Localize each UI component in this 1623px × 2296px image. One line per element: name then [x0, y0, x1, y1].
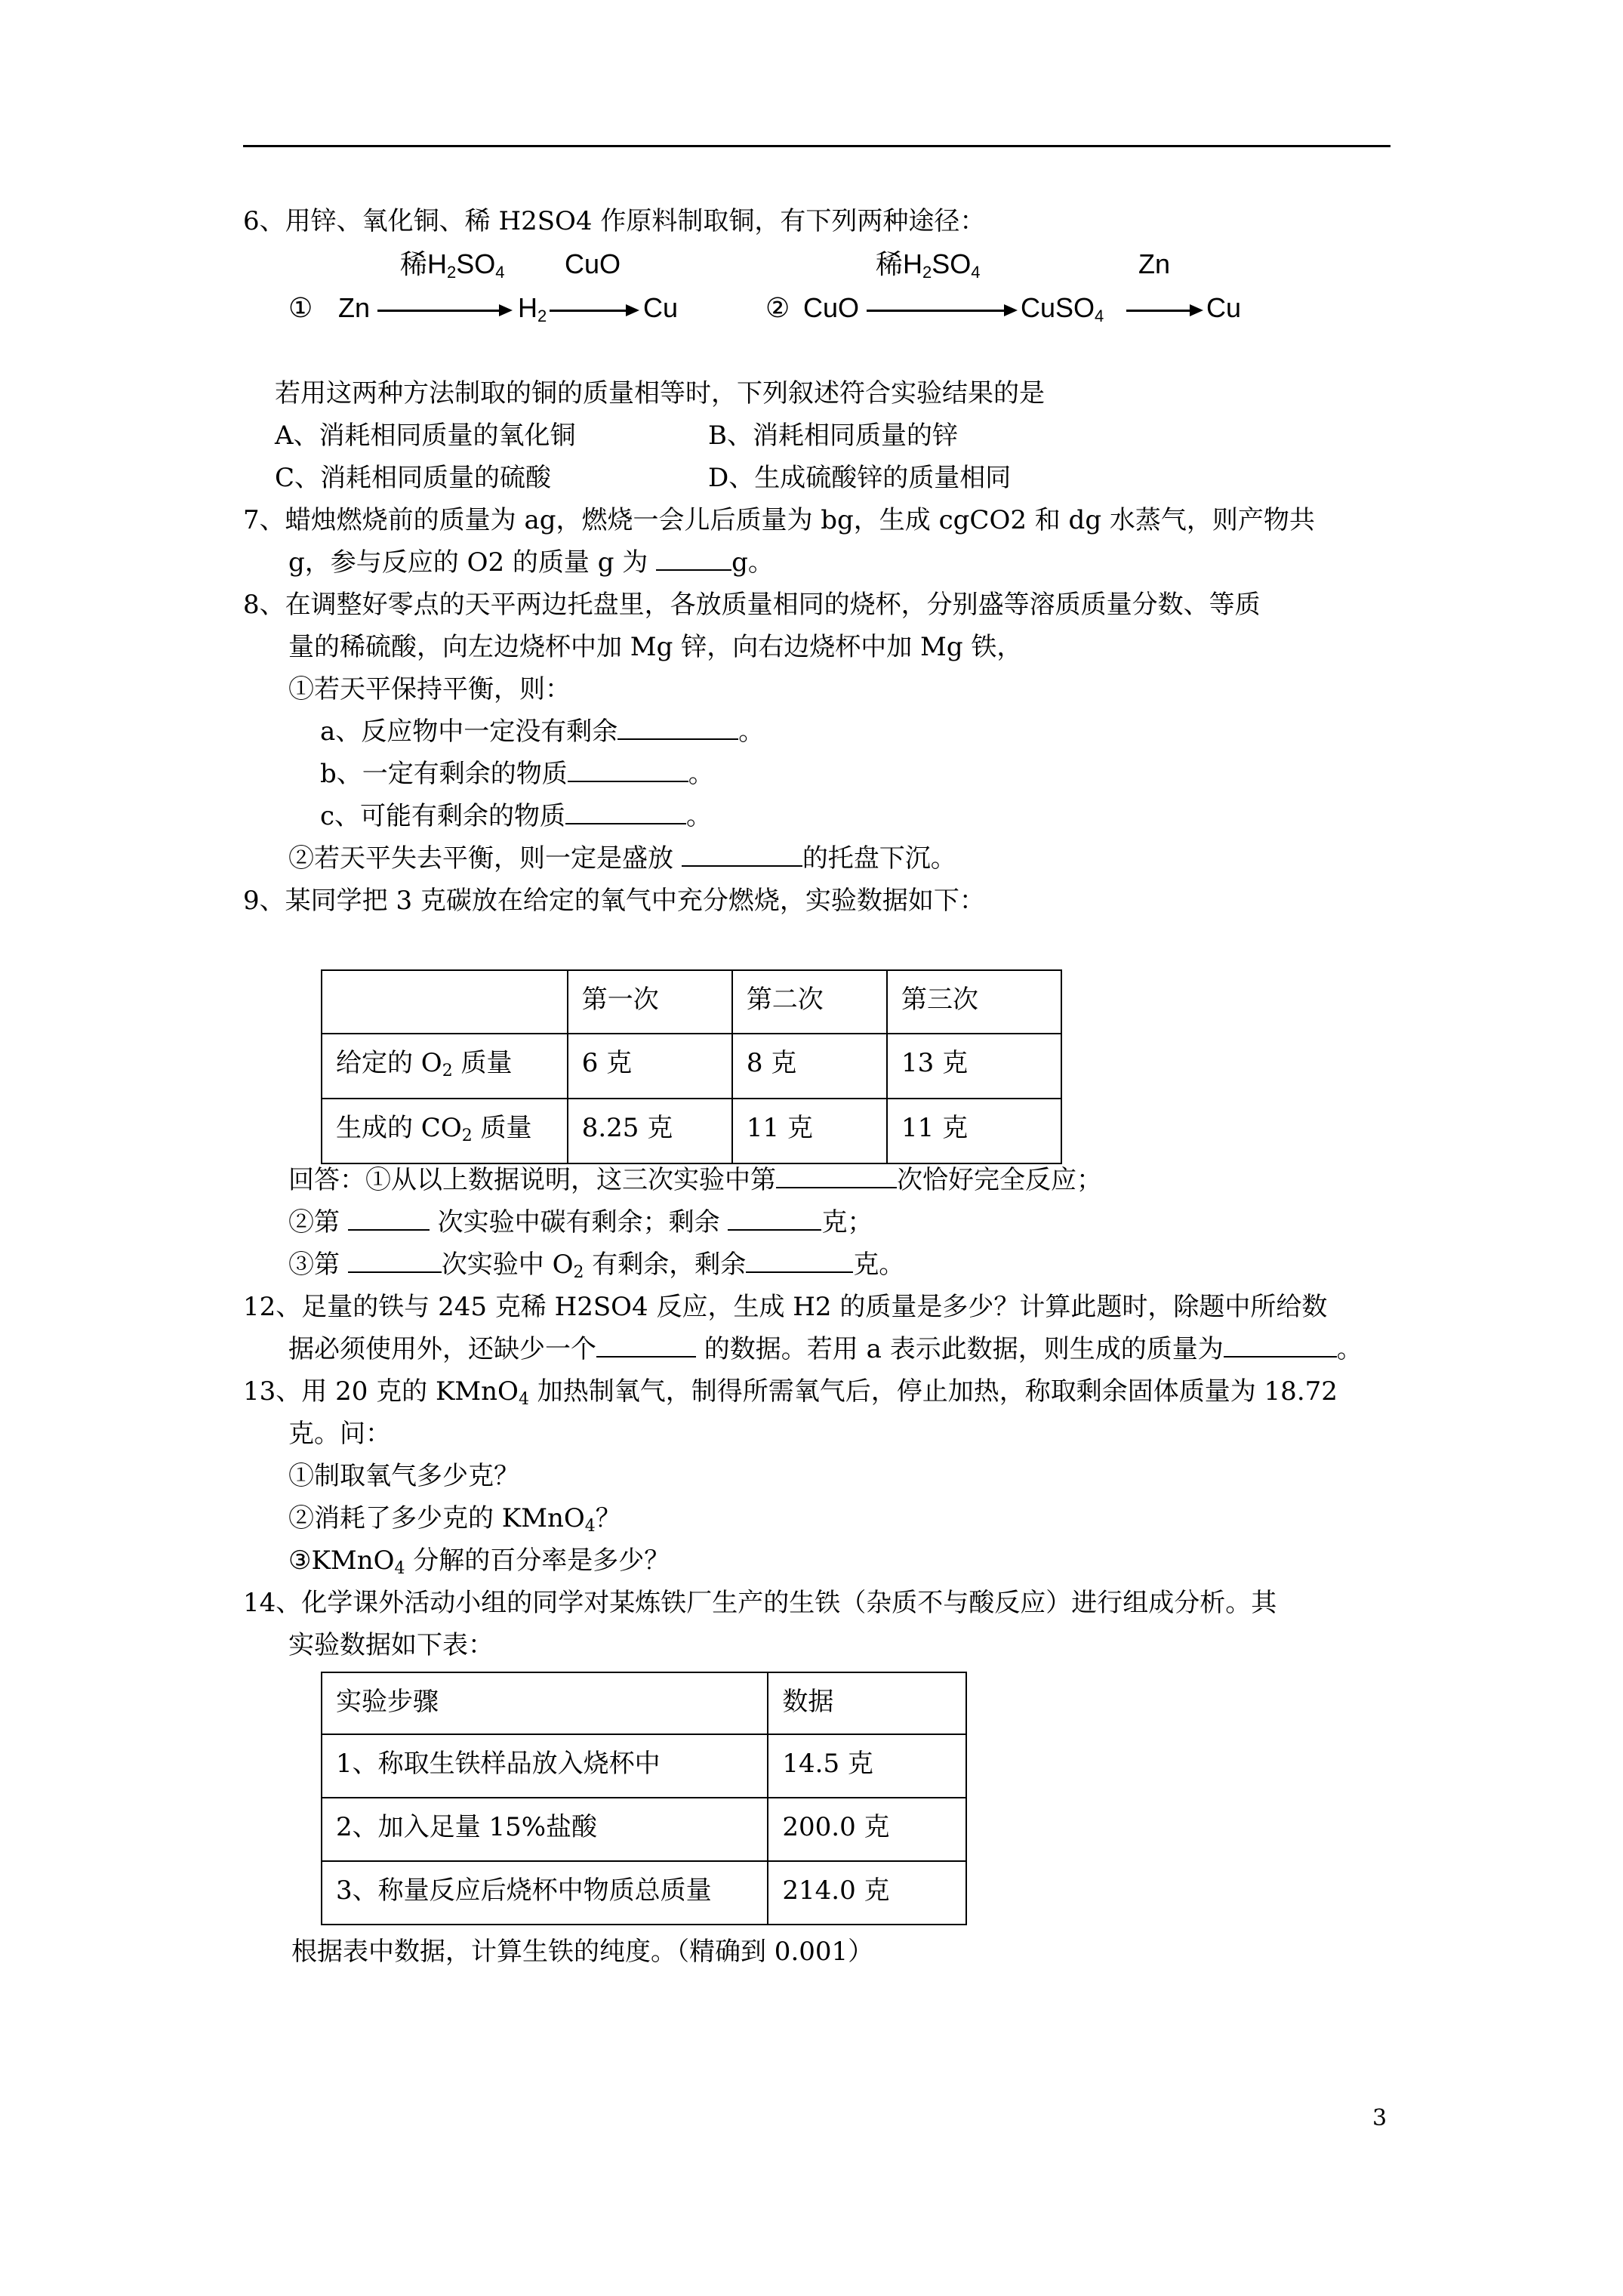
- q9-blank-3: [728, 1207, 821, 1231]
- q6-stem: 6、用锌、氧化铜、稀 H2SO4 作原料制取铜，有下列两种途径：: [243, 206, 986, 236]
- q8-item-c: c、可能有剩余的物质 。: [320, 801, 713, 831]
- q6-question: 若用这两种方法制取的铜的质量相等时，下列叙述符合实验结果的是: [275, 378, 1045, 408]
- route2-arrow-1: [867, 310, 1015, 312]
- q9-answer-2: ②第 次实验中碳有剩余；剩余 克；: [288, 1207, 873, 1237]
- q13-line1: 13、用 20 克的 KMnO$_4$ 加热制氧气，制得所需氧气后，停止加热，称取剩余固体质量为 18.72: [243, 1376, 1338, 1409]
- q7-line1: 7、蜡烛燃烧前的质量为 ag，燃烧一会儿后质量为 bg，生成 cgCO2 和 dg 水蒸气，则产物共: [243, 505, 1315, 535]
- q12-line2: 据必须使用外，还缺少一个 的数据。若用 a 表示此数据，则生成的质量为 。: [288, 1334, 1363, 1364]
- q8-item-a: a、反应物中一定没有剩余 。: [320, 717, 765, 747]
- q9-blank-4: [348, 1249, 442, 1273]
- route2-intermediate: CuSO$_4$: [1021, 292, 1104, 325]
- route1-arrow-1: [377, 310, 510, 312]
- table-cell: 3、称量反应后烧杯中物质总质量: [322, 1861, 768, 1925]
- q6-option-b: B、消耗相同质量的锌: [708, 421, 958, 451]
- table-cell: 8.25 克: [568, 1099, 732, 1163]
- table-cell: [322, 970, 568, 1034]
- q6-option-a: A、消耗相同质量的氧化铜: [275, 421, 576, 451]
- q8-line1: 8、在调整好零点的天平两边托盘里，各放质量相同的烧杯，分别盛等溶质质量分数、等质: [243, 590, 1261, 620]
- q9-blank-5: [746, 1249, 853, 1273]
- route2-reagent2: Zn: [1138, 248, 1171, 279]
- route1-start: Zn: [338, 292, 371, 323]
- route1-intermediate: $H_2$: [518, 292, 547, 325]
- table-cell: 11 克: [887, 1099, 1061, 1163]
- q13-sub-3: ③KMnO$_4$ 分解的百分率是多少？: [288, 1546, 670, 1578]
- q9-answer-1: 回答：①从以上数据说明，这三次实验中第 次恰好完全反应；: [288, 1165, 1102, 1195]
- table-header: 第二次: [732, 970, 887, 1034]
- q7-blank: [656, 547, 731, 571]
- table-header: 实验步骤: [322, 1672, 768, 1734]
- table-header: 第一次: [568, 970, 732, 1034]
- q8-line7: ②若天平失去平衡，则一定是盛放 的托盘下沉。: [288, 843, 956, 874]
- q7-line2: g，参与反应的 O2 的质量 g 为 g。: [288, 547, 774, 578]
- table-cell: 2、加入足量 15%盐酸: [322, 1798, 768, 1861]
- table-header: 第三次: [887, 970, 1061, 1034]
- q6-option-d: D、生成硫酸锌的质量相同: [708, 463, 1012, 493]
- page-number: 3: [1372, 2105, 1387, 2131]
- row-label: 给定的 $O_2$ 质量: [322, 1034, 568, 1099]
- table-cell: 13 克: [887, 1034, 1061, 1099]
- table-row: [322, 1034, 1061, 1099]
- table-row: [322, 1672, 966, 1734]
- route1-reagent2: CuO: [565, 248, 621, 279]
- route1-reagent1: 稀$H_2SO_4$: [400, 248, 505, 282]
- q12-blank-1: [596, 1333, 696, 1358]
- q14-table: [321, 1672, 967, 1925]
- q8-line3: ①若天平保持平衡，则：: [288, 674, 571, 704]
- q9-answer-3: ③第 次实验中 $O_2$ 有剩余，剩余 克。: [288, 1250, 905, 1282]
- route2-start: CuO: [803, 292, 860, 323]
- q8-item-b: b、一定有剩余的物质 。: [320, 759, 714, 789]
- q13-sub-2: ②消耗了多少克的 KMnO$_4$？: [288, 1503, 621, 1536]
- q9-blank-2: [348, 1207, 430, 1231]
- q9-table: [321, 969, 1062, 1164]
- q8-blank-b: [568, 758, 688, 782]
- table-cell: 8 克: [732, 1034, 887, 1099]
- route2-number: ②: [765, 292, 790, 323]
- route2-product: Cu: [1206, 292, 1242, 323]
- table-cell: 200.0 克: [768, 1798, 966, 1861]
- table-row: [322, 1861, 966, 1925]
- route1-number: ①: [288, 292, 313, 323]
- table-cell: 11 克: [732, 1099, 887, 1163]
- table-header: 数据: [768, 1672, 966, 1734]
- q12-blank-2: [1224, 1333, 1337, 1358]
- route1-product: Cu: [643, 292, 679, 323]
- table-cell: 14.5 克: [768, 1734, 966, 1798]
- q6-option-c: C、消耗相同质量的硫酸: [275, 463, 552, 493]
- q13-sub-1: ①制取氧气多少克？: [288, 1461, 519, 1491]
- row-label: 生成的 $CO_2$ 质量: [322, 1099, 568, 1163]
- q14-line2: 实验数据如下表：: [288, 1630, 494, 1660]
- header-rule: [243, 145, 1390, 147]
- q9-stem: 9、某同学把 3 克碳放在给定的氧气中充分燃烧，实验数据如下：: [243, 886, 985, 916]
- q14-ask: 根据表中数据，计算生铁的纯度。（精确到 0.001）: [291, 1937, 874, 1967]
- table-cell: 214.0 克: [768, 1861, 966, 1925]
- table-row: [322, 1099, 1061, 1163]
- q14-line1: 14、化学课外活动小组的同学对某炼铁厂生产的生铁（杂质不与酸反应）进行组成分析。其: [243, 1588, 1277, 1618]
- table-cell: 1、称取生铁样品放入烧杯中: [322, 1734, 768, 1798]
- route1-arrow-2: [550, 310, 636, 312]
- q13-line2: 克。问：: [288, 1419, 391, 1449]
- route2-reagent1: 稀$H_2SO_4$: [876, 248, 981, 282]
- table-row: [322, 970, 1061, 1034]
- q8-blank-c: [565, 800, 686, 824]
- q12-line1: 12、足量的铁与 245 克稀 H2SO4 反应，生成 H2 的质量是多少？计算此题时，除题中所给数: [243, 1292, 1328, 1322]
- route2-arrow-2: [1126, 310, 1200, 312]
- table-row: [322, 1798, 966, 1861]
- q8-blank-a: [617, 716, 738, 740]
- q9-blank-1: [776, 1164, 897, 1188]
- q8-line2: 量的稀硫酸，向左边烧杯中加 Mg 锌，向右边烧杯中加 Mg 铁，: [288, 632, 1023, 662]
- table-row: [322, 1734, 966, 1798]
- table-cell: 6 克: [568, 1034, 732, 1099]
- q8-blank-d: [682, 843, 802, 867]
